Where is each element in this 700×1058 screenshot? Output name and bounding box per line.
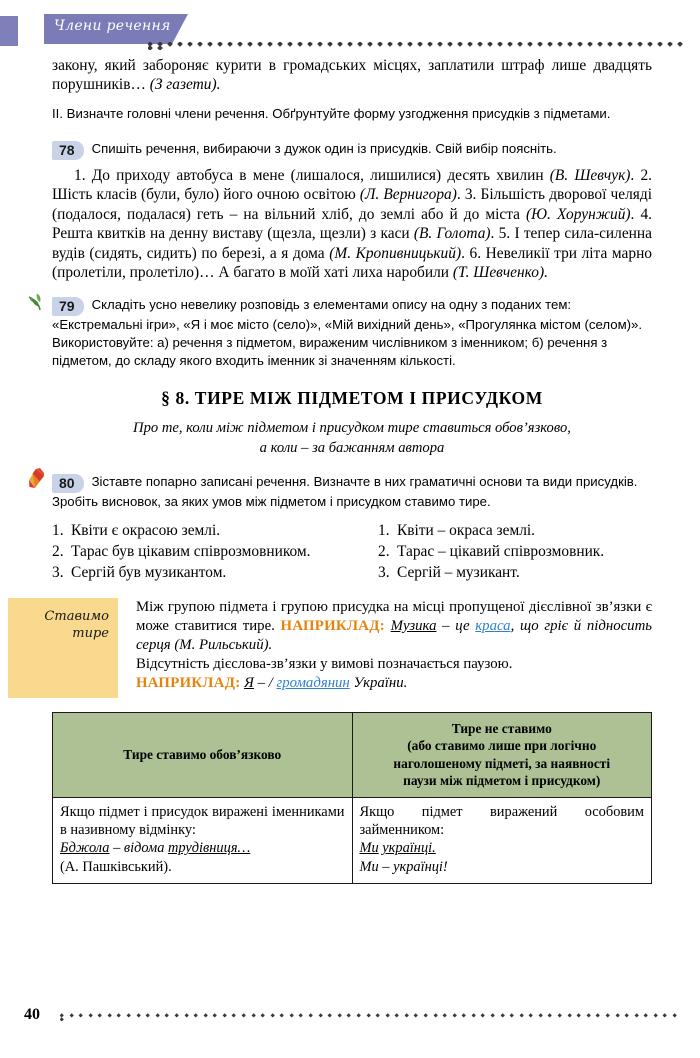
list-item [378,542,652,562]
rule-example-2-predicate: громадянин [276,674,350,691]
sentence-pairs-left-column [52,521,352,584]
left-example-source: (А. Пашківський). [60,858,172,875]
table-header-cell-left [53,712,353,797]
pair-left-2-number: 2. [52,542,64,560]
rule-callout [44,598,652,698]
right-example-1 [360,839,645,857]
rule-tag-line-2: тире [72,626,109,642]
page-footer [0,1006,700,1026]
list-item [52,542,352,562]
left-example-predicate: трудівниця… [168,840,251,857]
pair-left-3-text: Сергій був музикантом. [71,563,227,581]
pair-left-1-number: 1. [52,521,64,539]
rule-p2-keyword: НАПРИКЛАД: [136,674,241,691]
rule-callout-body [118,598,652,693]
pair-right-1-text: Квіти – окраса землі. [397,521,536,539]
left-example-mid: – відома [109,840,169,857]
list-item [378,521,652,541]
pair-right-1-number: 1. [378,521,390,539]
page-number: 40 [24,1006,40,1023]
task-II: ІІ. Визначте головні члени речення. Обґрунтуйте форму узгодження присудків з підметами. [52,105,611,121]
section-title: § 8. ТИРЕ МІЖ ПІДМЕТОМ І ПРИСУДКОМ [161,388,543,409]
pair-left-3-number: 3. [52,563,64,581]
ex78-seg-10: . 6. Невеликії три літа марно (пролетіли, пролетіло)… А багато в моїй хаті лиха наробили [52,244,652,281]
running-title-tab [44,14,172,44]
rule-example-2-subject: Я [244,674,254,691]
ex78-seg-7: (В. Голота) [413,225,491,243]
pair-left-2-text: Тарас був цікавим співрозмовником. [71,542,311,560]
exercise-78 [52,140,652,160]
header-right-line-4: паузи між підметом і присудком) [403,773,601,789]
continued-paragraph-text: закону, який забороняє курити в громадських місцях, заплатили штраф лише двадцять порушників… [52,57,652,94]
ex78-seg-11: (Т. Шевченко). [452,264,548,281]
rule-p1-keyword: НАПРИКЛАД: [280,617,385,634]
table-cell-left [53,797,353,884]
pair-right-2-text: Тарас – цікавий співрозмовник. [397,542,605,560]
list-item [52,521,352,541]
table-row [53,797,652,884]
rule-callout-tag [8,598,118,698]
left-example-subject: Бджола [60,840,110,857]
ex78-seg-9: (М. Кропивницький) [329,244,462,262]
header-right-line-3: наголошеному підметі, за наявності [393,755,611,771]
right-example-1-predicate: українці. [382,840,436,857]
list-item [378,563,652,583]
ex78-seg-3: (Л. Вернигора) [359,186,457,204]
ex78-seg-1: (В. Шевчук) [549,166,631,184]
exercise-78-body [52,166,652,282]
rule-example-1-mid: – це [436,617,476,634]
exercise-80-number[interactable]: 80 [52,474,84,493]
ex78-seg-6: . 4. Решта квитків на денну виставу (щезла, щезли) з каси [52,205,652,243]
exercise-80 [52,473,652,511]
header-decoration-block [0,16,18,46]
exercise-78-instruction: Спишіть речення, вибираючи з дужок один із присудків. Свій вибір поясніть. [91,140,557,156]
table-header-cell-right [352,712,652,797]
ex78-seg-5: (Ю. Хорунжий) [526,205,631,223]
sentence-pairs-right-column [352,521,652,584]
exercise-79-text: Складіть усно невелику розповідь з елементами опису на одну з поданих тем: «Екстремальні ігри», «Я і моє місто (село)», «Мій вихідний день», «Прогулянка містом (селом)». Використовуйте: а) речення з підметом, вираженим числівником з іменником; б) речення з підметом, до складу якого входить іменник зі значенням кількості. [52,297,643,369]
continued-paragraph-source: (З газети). [149,76,221,94]
red-pencil-icon [26,467,52,493]
pair-right-2-number: 2. [378,542,390,560]
ex78-seg-4: . 3. Більшість дворової челяді (подалося, подалася) геть – на вільний хліб, до землі або й до міста [52,186,652,223]
exercise-79-number[interactable]: 79 [52,297,84,316]
right-example-1-subject: Ми [359,840,379,857]
left-example [60,839,345,857]
ex78-seg-2: . 2. Шість класів (були, було) його очною освітою [52,166,652,204]
exercise-79 [52,296,652,370]
right-condition-text: Якщо підмет виражений особовим займенником: [359,803,644,838]
footer-dotted-rule [60,1013,685,1021]
exercise-78-number[interactable]: 78 [52,141,84,160]
page-content [44,56,652,884]
rule-example-1-subject: Музика [390,617,437,634]
rule-example-2-mid: – / [253,674,277,691]
comparison-table [52,712,652,884]
section-subtitle-line-1: Про те, коли між підметом і присудком тире ставиться обов’язково, [133,420,571,437]
header-left-line-1: Тире ставимо обов’язково [123,746,282,762]
running-header [0,14,700,48]
green-leaf-icon [26,290,52,316]
rule-paragraph-1 [136,598,652,655]
ex78-seg-0: 1. До приходу автобуса в мене (лишалося, лишилися) десять хвилин [74,166,550,184]
sentence-pairs [52,521,652,584]
rule-example-2-tail: України. [349,674,408,691]
section-subtitle-line-2: а коли – за бажанням автора [259,440,445,457]
ex78-seg-8: . 5. І тепер сила-силенна вудів (сидять, сидить) по березі, а я дома [52,225,652,262]
pair-right-3-text: Сергій – музикант. [397,563,520,581]
left-condition-text: Якщо підмет і присудок виражені іменниками в називному відмінку: [60,803,345,838]
rule-tag-line-1: Ставимо [44,608,109,624]
rule-example-1-predicate: краса [475,617,511,634]
running-title-label: Члени речення [54,18,171,34]
list-item [52,563,352,583]
rule-example-1-tail: , що гріє й підносить серця (М. Рильський). [136,617,652,653]
exercise-80-text: Зіставте попарно записані речення. Визначте в них граматичні основи та види присудків. Зробіть висновок, за яких умов між підметом і присудком ставимо тире. [52,473,638,509]
header-right-line-1: Тире не ставимо [451,720,552,736]
rule-paragraph-2 [136,655,652,674]
continued-paragraph [52,56,652,95]
table-header-row [53,712,652,797]
rule-paragraph-2-example [136,674,652,693]
pair-left-1-text: Квіти є окрасою землі. [71,521,221,539]
right-example-2: Ми – українці! [359,858,448,875]
header-right-line-2: (або ставимо лише при логічно [407,738,597,754]
header-dotted-rule [148,42,688,50]
pair-right-3-number: 3. [378,563,390,581]
table-cell-right [352,797,652,884]
rule-p1-lead: Між групою підмета і групою присудка на місці пропущеної дієслівної зв’язки є може ставитися тире. [136,598,652,634]
rule-p2-lead: Відсутність дієслова-зв’язки у вимові позначається паузою. [136,655,513,672]
